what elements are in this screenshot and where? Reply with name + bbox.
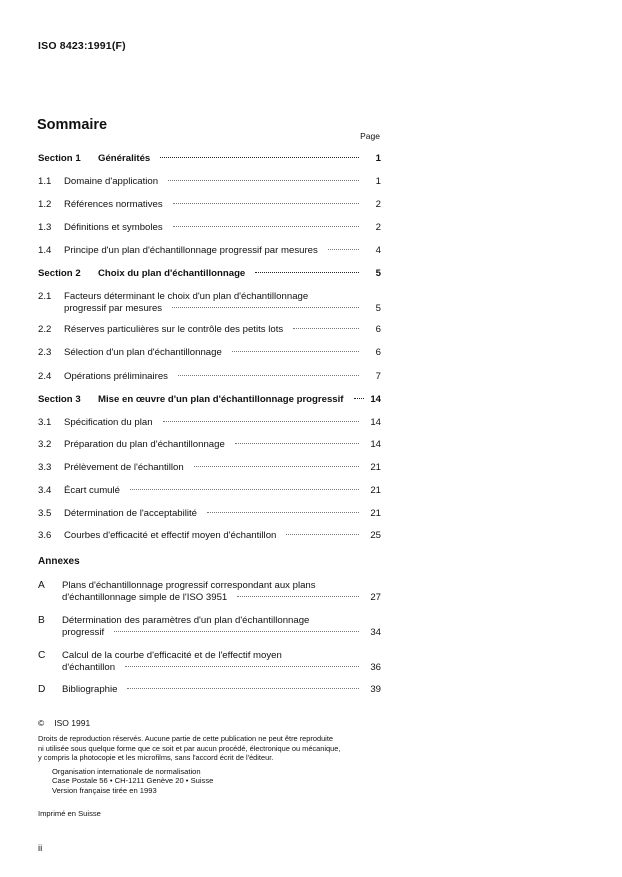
- dot-leader: [255, 272, 359, 273]
- entry-label: Références normatives: [64, 199, 163, 210]
- dot-leader: [114, 631, 359, 632]
- dot-leader: [194, 466, 359, 467]
- copyright-notice: [38, 718, 90, 728]
- dot-leader: [163, 421, 359, 422]
- page-folio: ii: [38, 843, 43, 854]
- entry-label: Détermination de l'acceptabilité: [64, 508, 198, 519]
- publisher-address: [52, 767, 213, 795]
- entry-label: Principe d'un plan d'échantillonnage progressif par mesures: [64, 245, 318, 256]
- page-number: 14: [370, 439, 381, 450]
- entry-label-continued: progressif: [62, 627, 105, 638]
- page-number: 7: [375, 371, 381, 382]
- entry-label: Détermination des paramètres d'un plan d'échantillonnage: [62, 615, 310, 626]
- dot-leader: [172, 307, 359, 308]
- page-number: 1: [375, 176, 381, 187]
- entry-number: 3.6: [38, 530, 52, 541]
- entry-label-continued: d'échantillon: [62, 662, 116, 673]
- entry-number: 3.4: [38, 485, 52, 496]
- dot-leader: [286, 534, 359, 535]
- page-number: 34: [370, 627, 381, 638]
- annex-letter: D: [38, 684, 46, 695]
- page-number: 14: [370, 394, 381, 405]
- entry-number: 3.5: [38, 508, 52, 519]
- dot-leader: [178, 375, 359, 376]
- entry-label: Opérations préliminaires: [64, 371, 168, 382]
- dot-leader: [354, 398, 364, 399]
- entry-number: 1.2: [38, 199, 52, 210]
- entry-number: 2.3: [38, 347, 52, 358]
- toc-title: Sommaire: [37, 117, 108, 133]
- entry-label: Sélection d'un plan d'échantillonnage: [64, 347, 222, 358]
- entry-label: Mise en œuvre d'un plan d'échantillonnage progressif: [98, 394, 344, 405]
- dot-leader: [127, 688, 359, 689]
- annex-letter: A: [38, 580, 45, 591]
- page-number: 4: [375, 245, 381, 256]
- annex-letter: B: [38, 615, 45, 626]
- rights-statement: [38, 734, 383, 763]
- entry-number: Section 3: [38, 394, 81, 405]
- entry-label: Domaine d'application: [64, 176, 159, 187]
- page-number: 2: [375, 199, 381, 210]
- page-number: 25: [370, 530, 381, 541]
- entry-number: 3.2: [38, 439, 52, 450]
- page-number: 14: [370, 417, 381, 428]
- dot-leader: [232, 351, 359, 352]
- page-number: 5: [375, 268, 381, 279]
- dot-leader: [235, 443, 359, 444]
- page-number: 2: [375, 222, 381, 233]
- entry-number: 3.1: [38, 417, 52, 428]
- entry-number: 2.2: [38, 324, 52, 335]
- page-number: 1: [375, 153, 381, 164]
- page-number: 21: [370, 485, 381, 496]
- entry-label: Prélèvement de l'échantillon: [64, 462, 184, 473]
- page-number: 5: [375, 303, 381, 314]
- dot-leader: [130, 489, 359, 490]
- entry-number: 2.1: [38, 291, 52, 302]
- printed-in: Imprimé en Suisse: [38, 809, 101, 818]
- page-number: 21: [370, 508, 381, 519]
- entry-label: Généralités: [98, 153, 151, 164]
- annexes-heading: Annexes: [38, 556, 80, 567]
- dot-leader: [125, 666, 359, 667]
- entry-number: Section 2: [38, 268, 81, 279]
- page-number: 6: [375, 324, 381, 335]
- rights-line: Droits de reproduction réservés. Aucune partie de cette publication ne peut être reproduite: [38, 734, 333, 743]
- page-number: 21: [370, 462, 381, 473]
- address-line: Version française tirée en 1993: [52, 785, 157, 795]
- entry-label: Définitions et symboles: [64, 222, 163, 233]
- entry-number: 1.4: [38, 245, 52, 256]
- entry-number: 2.4: [38, 371, 52, 382]
- rights-line: y compris la photocopie et les microfilms, sans l'accord écrit de l'éditeur.: [38, 753, 274, 763]
- dot-leader: [328, 249, 359, 250]
- dot-leader: [293, 328, 359, 329]
- page-number: 27: [370, 592, 381, 603]
- copyright-text: ISO 1991: [54, 718, 91, 728]
- entry-number: Section 1: [38, 153, 81, 164]
- dot-leader: [173, 226, 359, 227]
- page-column-heading: Page: [360, 131, 380, 141]
- dot-leader: [207, 512, 359, 513]
- dot-leader: [168, 180, 359, 181]
- dot-leader: [237, 596, 359, 597]
- entry-number: 1.3: [38, 222, 52, 233]
- address-line: Organisation internationale de normalisation: [52, 767, 201, 776]
- entry-label: Bibliographie: [62, 684, 118, 695]
- rights-line: ni utilisée sous quelque forme que ce soit et par aucun procédé, électronique ou mécanique,: [38, 743, 341, 753]
- entry-label: Courbes d'efficacité et effectif moyen d'échantillon: [64, 530, 277, 541]
- annex-letter: C: [38, 650, 46, 661]
- entry-label-continued: progressif par mesures: [64, 303, 163, 314]
- entry-label: Réserves particulières sur le contrôle des petits lots: [64, 324, 284, 335]
- page-number: 39: [370, 684, 381, 695]
- entry-number: 3.3: [38, 462, 52, 473]
- entry-label: Facteurs déterminant le choix d'un plan d'échantillonnage: [64, 291, 309, 302]
- page-number: 6: [375, 347, 381, 358]
- entry-label-continued: d'échantillonnage simple de l'ISO 3951: [62, 592, 228, 603]
- entry-label: Préparation du plan d'échantillonnage: [64, 439, 225, 450]
- entry-label: Plans d'échantillonnage progressif correspondant aux plans: [62, 580, 316, 591]
- entry-number: 1.1: [38, 176, 52, 187]
- copyright-symbol: ©: [38, 718, 45, 728]
- entry-label: Spécification du plan: [64, 417, 153, 428]
- entry-label: Calcul de la courbe d'efficacité et de l'effectif moyen: [62, 650, 282, 661]
- dot-leader: [173, 203, 359, 204]
- entry-label: Choix du plan d'échantillonnage: [98, 268, 246, 279]
- address-line: Case Postale 56 • CH-1211 Genève 20 • Suisse: [52, 776, 214, 786]
- entry-label: Écart cumulé: [64, 485, 120, 496]
- document-id: ISO 8423:1991(F): [38, 40, 126, 52]
- dot-leader: [160, 157, 359, 158]
- page-number: 36: [370, 662, 381, 673]
